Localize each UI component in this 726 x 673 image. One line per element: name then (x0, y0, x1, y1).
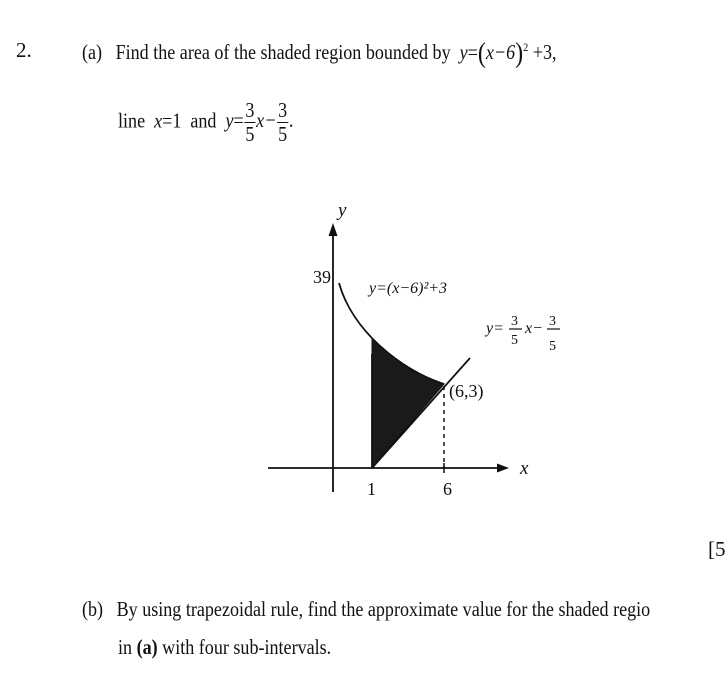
line-equation: y= $\frac{3}{5}$ x− $\frac{3}{5}$ . (225, 98, 294, 146)
vertical-line-equation: x=1 (154, 108, 182, 133)
line-label-den1: 5 (511, 333, 518, 348)
shaded-region (372, 338, 444, 468)
y-axis-arrow (329, 223, 338, 236)
curve-label: y=(x−6)²+3 (369, 280, 448, 297)
part-a-label: (a) (82, 40, 103, 64)
line-word: line (118, 108, 146, 133)
line-label-den2: 5 (549, 339, 556, 354)
x-axis-label: x (520, 458, 529, 479)
y-axis-label: y (338, 200, 347, 221)
part-b-line-2 (118, 635, 331, 660)
curve-equation: $y=(x-6)^2 +3$, (459, 38, 557, 69)
x-axis-arrow (497, 464, 509, 473)
x-tick-6-label: 6 (443, 479, 452, 499)
question-number: 2. (16, 38, 32, 62)
line-label-num2: 3 (549, 314, 556, 329)
y-intercept-label: 39 (313, 267, 331, 287)
line-label-lhs: y= (486, 320, 504, 337)
part-b-in: in (118, 635, 133, 659)
line-label-x: x− (525, 320, 543, 337)
and-word: and (190, 108, 217, 133)
x-tick-1-label: 1 (367, 479, 376, 499)
part-b-line-1 (82, 597, 650, 622)
line-label (484, 314, 560, 354)
part-a-text: Find the area of the shaded region bounded by (115, 40, 451, 64)
line-label-num1: 3 (511, 314, 518, 329)
part-b-text-2: with four sub-intervals. (162, 635, 332, 659)
marks-indicator: [5 (708, 537, 726, 561)
part-b-text-1: By using trapezoidal rule, find the approximate value for the shaded regio (116, 597, 651, 621)
part-b-label: (b) (82, 597, 104, 621)
point-label: (6,3) (449, 381, 484, 401)
part-b-ref: (a) (136, 635, 158, 659)
